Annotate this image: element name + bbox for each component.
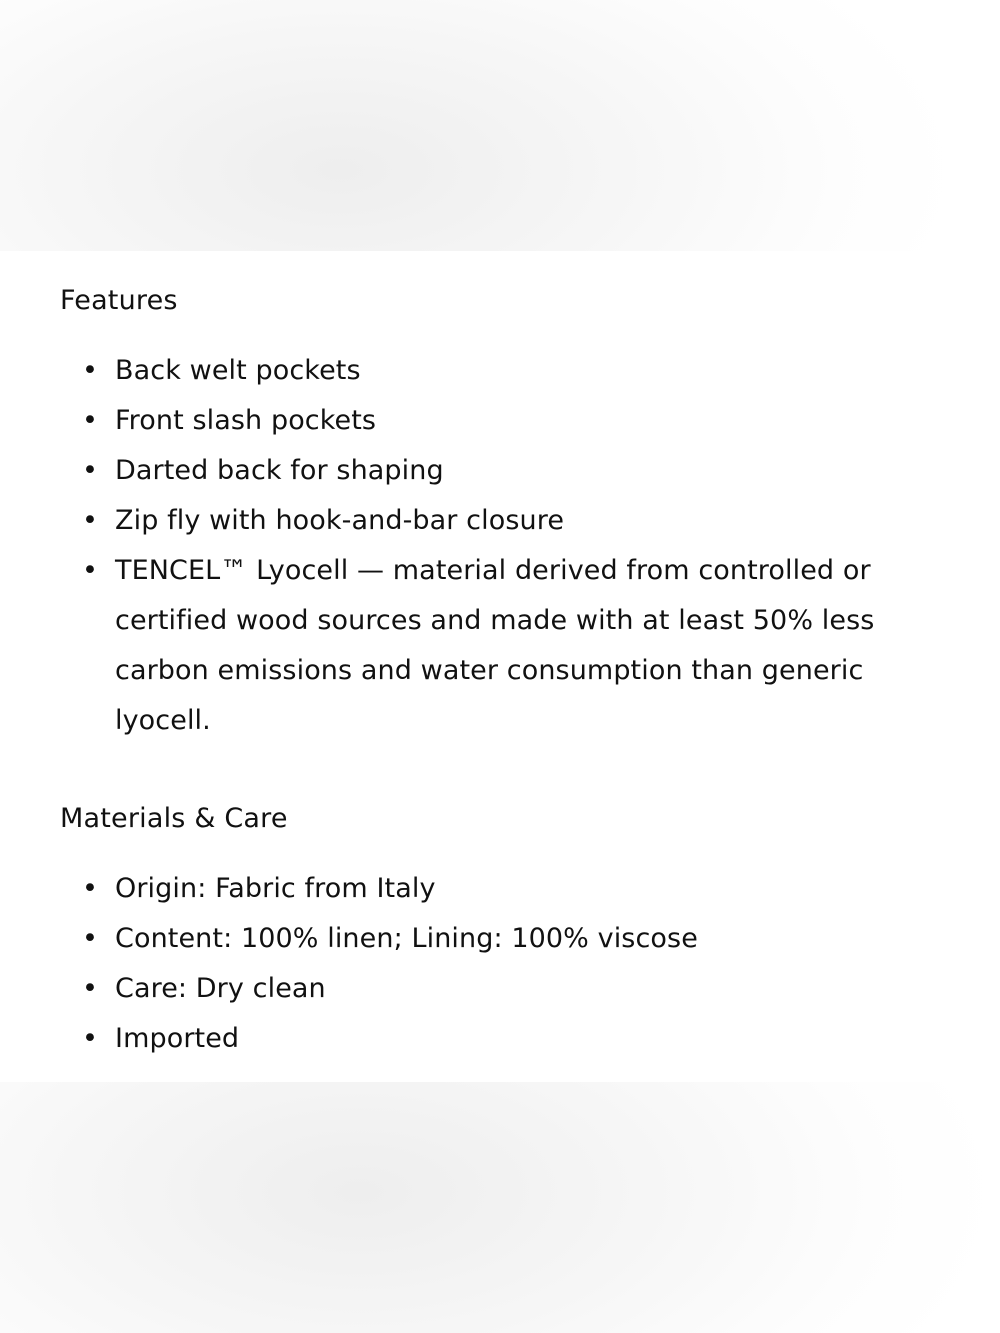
list-item bbox=[0, 864, 1000, 914]
materials-care-list bbox=[0, 864, 1000, 1064]
bullet-icon: • bbox=[82, 355, 99, 386]
list-item bbox=[0, 1014, 1000, 1064]
product-details-panel bbox=[0, 251, 1000, 1082]
bullet-icon: • bbox=[82, 1023, 99, 1054]
bullet-icon: • bbox=[82, 873, 99, 904]
top-image-fade bbox=[0, 0, 1000, 251]
list-item bbox=[0, 396, 1000, 446]
bottom-image-fade bbox=[0, 1082, 1000, 1333]
list-item bbox=[0, 964, 1000, 1014]
list-item-text: Imported bbox=[115, 1023, 240, 1054]
list-item-text: Back welt pockets bbox=[115, 355, 361, 386]
bullet-icon: • bbox=[82, 555, 99, 586]
bullet-icon: • bbox=[82, 505, 99, 536]
list-item bbox=[0, 496, 1000, 546]
list-item-text: Zip fly with hook-and-bar closure bbox=[115, 505, 565, 536]
list-item-text: Origin: Fabric from Italy bbox=[115, 873, 436, 904]
features-list bbox=[0, 346, 1000, 746]
list-item bbox=[0, 546, 1000, 746]
list-item bbox=[0, 346, 1000, 396]
list-item-text: Darted back for shaping bbox=[115, 455, 444, 486]
bullet-icon: • bbox=[82, 973, 99, 1004]
bullet-icon: • bbox=[82, 405, 99, 436]
bullet-icon: • bbox=[82, 455, 99, 486]
materials-care-heading: Materials & Care bbox=[60, 803, 288, 834]
list-item-text: Content: 100% linen; Lining: 100% viscose bbox=[115, 923, 698, 954]
bullet-icon: • bbox=[82, 923, 99, 954]
list-item-text: Care: Dry clean bbox=[115, 973, 326, 1004]
features-heading: Features bbox=[60, 285, 178, 316]
list-item bbox=[0, 914, 1000, 964]
list-item bbox=[0, 446, 1000, 496]
list-item-text: Front slash pockets bbox=[115, 405, 377, 436]
list-item-text: TENCEL™ Lyocell — material derived from controlled or certified wood sources and made with at least 50% less carbon emissions and water consumption than generic lyocell. bbox=[115, 555, 875, 736]
